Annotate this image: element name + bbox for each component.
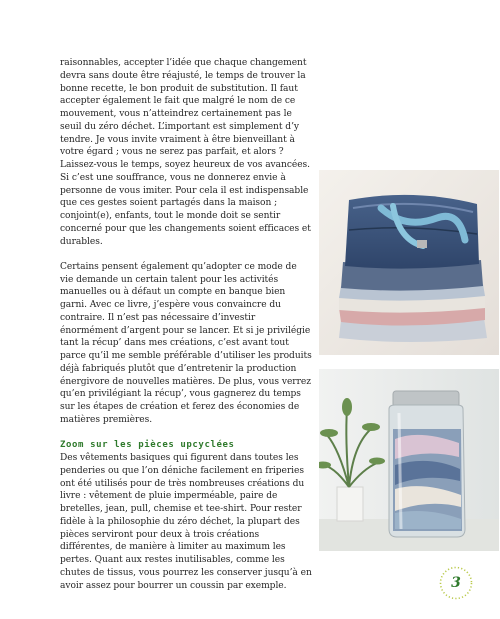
section-heading: Zoom sur les pièces upcyclées xyxy=(60,440,235,451)
main-text-column xyxy=(60,57,312,592)
paragraph-1: raisonnables, accepter l’idée que chaque changement devra sans doute être réajusté, le temps de trouver la bonne recette, le bon produit de substitution. Il faut accepter également le fait que malgré le nom de ce mouvement, vous n’atteindrez certainement pas le seuil du zéro déchet. L’important est simplement d’y tendre. Je vous invite vraiment à être bienveillant à votre égard ; vous ne serez pas parfait, et alors ? Laissez-vous le temps, soyez heureux de vos avancées. Si c’est une souffrance, vous ne donnerez envie à personne de vous imiter. Pour cela il est indispensable que ces gestes soient partagés dans la maison ; conjoint(e), enfants, tout le monde doit se sentir concerné pour que les changements soient efficaces et durables. xyxy=(60,58,311,247)
page-number-badge xyxy=(439,566,473,600)
section-body: Des vêtements basiques qui figurent dans toutes les penderies ou que l’on déniche facilement en friperies ont été utilisés pour de très nombreuses créations du livre : vêtement de pluie imperméable, paire de bretelles, jean, pull, chemise et tee-shirt. Pour rester fidèle à la philosophie du zéro déchet, la plupart des pièces serviront pour deux à trois créations différentes, de manière à limiter au maximum les pertes. Quant aux restes inutilisables, comme les chutes de tissus, vous pourrez les conserver jusqu’à en avoir assez pour bourrer un coussin par exemple. xyxy=(60,453,312,591)
page-number: 3 xyxy=(451,575,461,591)
folded-clothes-photo xyxy=(319,170,499,355)
paragraph-2: Certains pensent également qu’adopter ce mode de vie demande un certain talent pour les activités manuelles ou à défaut un compte en banque bien garni. Avec ce livre, j’espère vous convaincre du contraire. Il n’est pas nécessaire d’investir énormément d’argent pour se lancer. Et si je privilégie tant la récup’ dans mes créations, c’est avant tout parce qu’il me semble préférable d’utiliser les produits déjà fabriqués plutôt que d’entretenir la production énergivore de nouvelles matières. De plus, vous verrez qu’en privilégiant la récup’, vous gagnerez du temps sur les étapes de création et ferez des économies de matières premières. xyxy=(60,261,312,425)
jar-of-scraps-photo xyxy=(319,369,499,551)
